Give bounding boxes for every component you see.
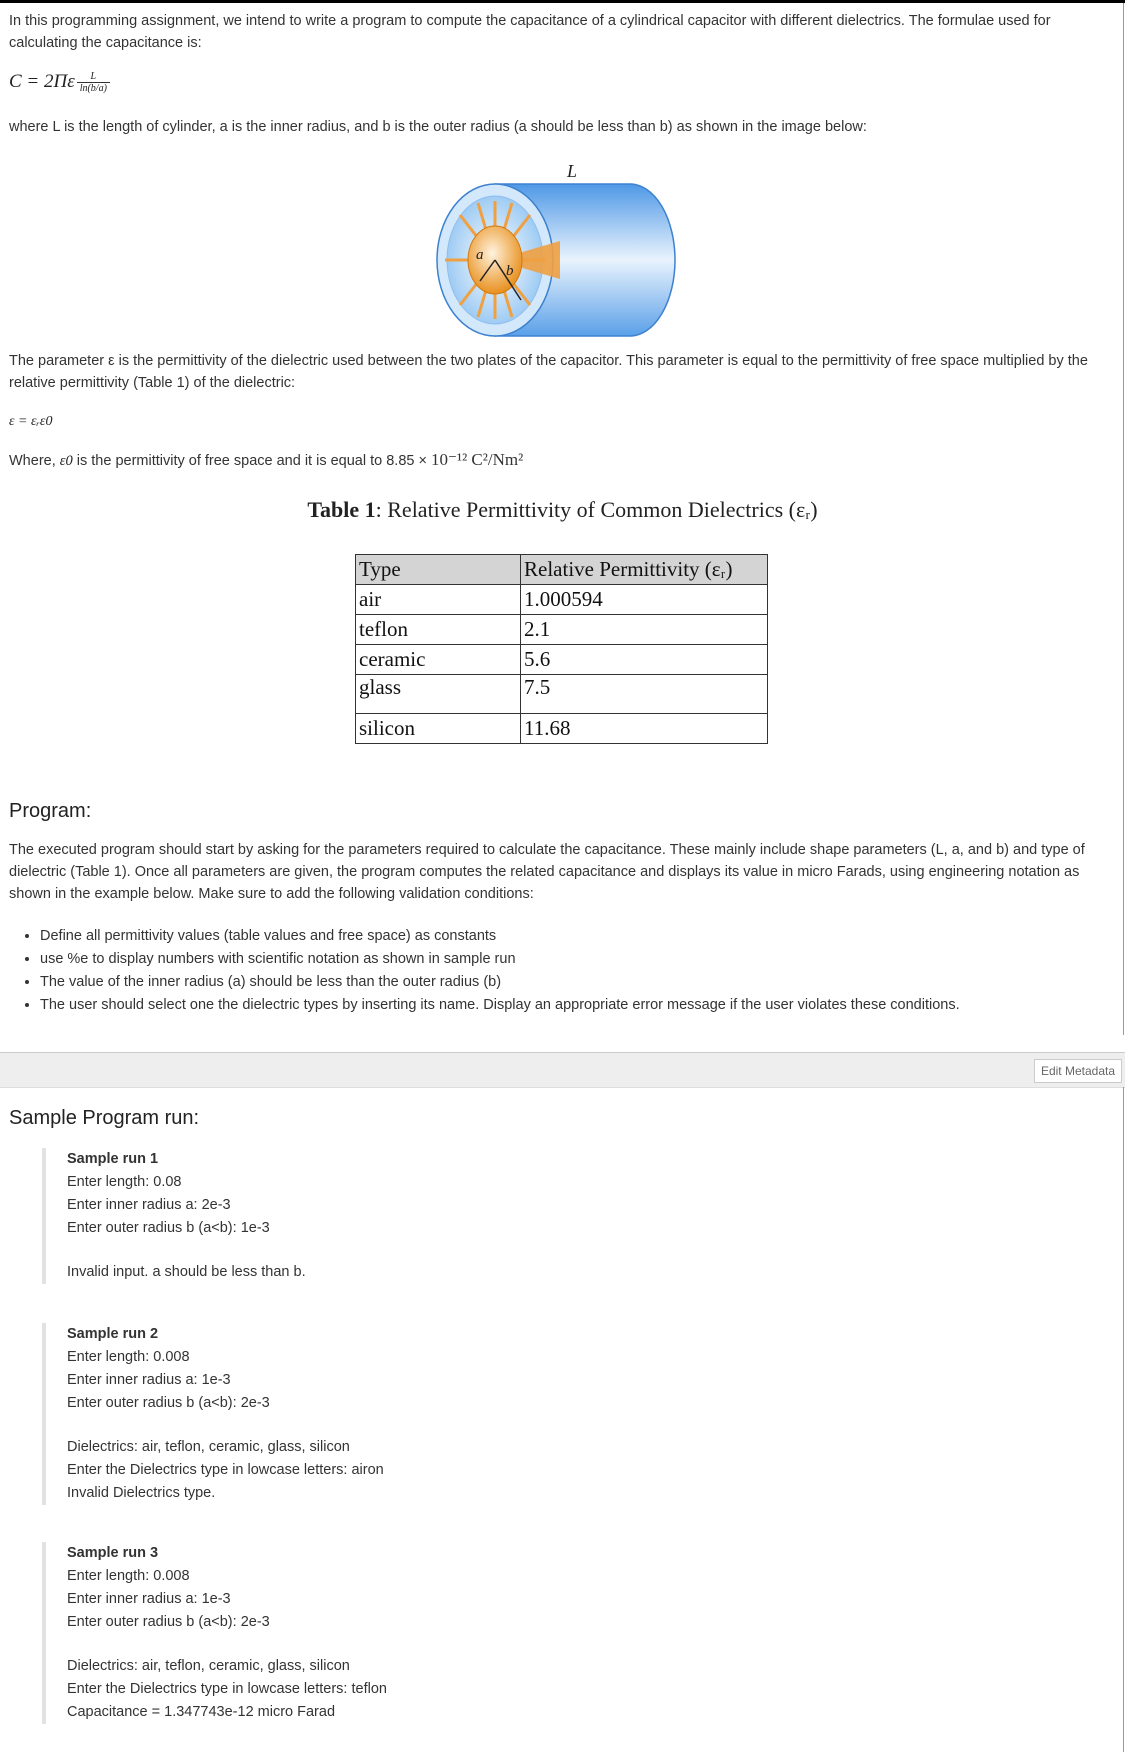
run-line: Dielectrics: air, teflon, ceramic, glass, silicon	[67, 1658, 350, 1674]
table-cell: 5.6	[521, 645, 768, 675]
formula-denominator: ln(b/a)	[79, 83, 107, 95]
table-cell: teflon	[356, 615, 521, 645]
table-cell: 7.5	[521, 675, 768, 714]
formula-fraction	[77, 71, 110, 94]
run-line: Enter outer radius b (a<b): 2e-3	[67, 1614, 270, 1630]
permittivity-table	[355, 554, 768, 744]
where-prefix: Where,	[9, 453, 60, 469]
where-text: where L is the length of cylinder, a is the inner radius, and b is the outer radius (a should be less than b) as shown in the image below:	[9, 119, 867, 135]
run-line: Dielectrics: air, teflon, ceramic, glass, silicon	[67, 1439, 350, 1455]
run-line: Capacitance = 1.347743e-12 micro Farad	[67, 1704, 336, 1720]
table-cell: ceramic	[356, 645, 521, 675]
table-header-type: Type	[356, 555, 521, 585]
validation-list	[10, 925, 1120, 1017]
run-title: Sample run 1	[67, 1151, 159, 1167]
list-item: • use %e to display numbers with scientific notation as shown in sample run	[40, 948, 1120, 971]
table-row	[356, 714, 768, 744]
intro-text: In this programming assignment, we intend to write a program to compute the capacitance of a cylindrical capacitor with different dielectrics. The formulae used for calculating the capacitance is:	[9, 13, 1051, 51]
label-L: L	[567, 161, 578, 181]
edit-metadata-button[interactable]: Edit Metadata	[1034, 1059, 1122, 1083]
run-title: Sample run 2	[67, 1326, 159, 1342]
formula-lhs: C = 2Πε	[9, 71, 75, 92]
table-row	[356, 585, 768, 615]
sample-heading: Sample Program run:	[9, 1107, 200, 1129]
list-item: • Define all permittivity values (table values and free space) as constants	[40, 925, 1120, 948]
table-cell: 11.68	[521, 714, 768, 744]
run-line: Enter length: 0.008	[67, 1568, 190, 1584]
table-row	[356, 675, 768, 714]
run-line: Enter outer radius b (a<b): 1e-3	[67, 1220, 270, 1236]
table-cell: silicon	[356, 714, 521, 744]
sample-run-2	[42, 1323, 1125, 1505]
cylinder-capacitor-diagram	[430, 153, 700, 343]
metadata-toolbar	[0, 1052, 1125, 1088]
run-line: Enter inner radius a: 1e-3	[67, 1591, 231, 1607]
table-cell: glass	[356, 675, 521, 714]
table-caption-rest: : Relative Permittivity of Common Dielectrics (εᵣ)	[375, 497, 818, 522]
capacitance-formula	[9, 71, 110, 94]
table-header-value: Relative Permittivity (εᵣ)	[521, 555, 768, 585]
list-item: • The user should select one the dielectric types by inserting its name. Display an appropriate error message if the user violates these conditions.	[40, 994, 1120, 1017]
run-line: Enter outer radius b (a<b): 2e-3	[67, 1395, 270, 1411]
formula-numerator: L	[77, 71, 110, 83]
eps0-symbol: ε0	[59, 453, 73, 469]
permittivity-formula: ε = εᵣε0	[9, 414, 53, 429]
table-cell: 1.000594	[521, 585, 768, 615]
program-heading: Program:	[9, 800, 92, 822]
table-cell: air	[356, 585, 521, 615]
run-line: Enter length: 0.08	[67, 1174, 182, 1190]
where-middle: is the permittivity of free space and it is equal to 8.85 ×	[72, 453, 431, 469]
table-caption	[0, 497, 1125, 523]
permittivity-text: The parameter ε is the permittivity of the dielectric used between the two plates of the capacitor. This parameter is equal to the permittivity of free space multiplied by the relative permittivity (Table 1) of the dielectric:	[9, 353, 1088, 391]
table-row	[356, 645, 768, 675]
run-line: Enter the Dielectrics type in lowcase letters: teflon	[67, 1681, 387, 1697]
table-cell: 2.1	[521, 615, 768, 645]
list-item: • The value of the inner radius (a) should be less than the outer radius (b)	[40, 971, 1120, 994]
run-line: Enter length: 0.008	[67, 1349, 190, 1365]
sample-run-1	[42, 1148, 1125, 1284]
power-value: 10⁻¹² C²/Nm²	[431, 450, 524, 469]
run-title: Sample run 3	[67, 1545, 159, 1561]
sample-runs-section	[0, 1087, 1124, 1752]
run-line: Enter inner radius a: 1e-3	[67, 1372, 231, 1388]
table-caption-bold: Table 1	[307, 497, 376, 522]
run-line: Invalid input. a should be less than b.	[67, 1264, 306, 1280]
sample-run-3	[42, 1542, 1125, 1724]
table-row	[356, 615, 768, 645]
label-b: b	[506, 263, 514, 279]
free-space-text	[9, 449, 1109, 472]
run-line: Enter the Dielectrics type in lowcase letters: airon	[67, 1462, 384, 1478]
label-a: a	[476, 247, 484, 263]
assignment-description	[0, 3, 1124, 1035]
table-header-row	[356, 555, 768, 585]
run-line: Enter inner radius a: 2e-3	[67, 1197, 231, 1213]
run-line: Invalid Dielectrics type.	[67, 1485, 216, 1501]
program-text: The executed program should start by asking for the parameters required to calculate the capacitance. These mainly include shape parameters (L, a, and b) and type of dielectric (Table 1). Once all parameters are given, the program computes the related capacitance and displays its value in micro Farads, using engineering notation as shown in the example below. Make sure to add the following validation conditions:	[9, 842, 1085, 902]
